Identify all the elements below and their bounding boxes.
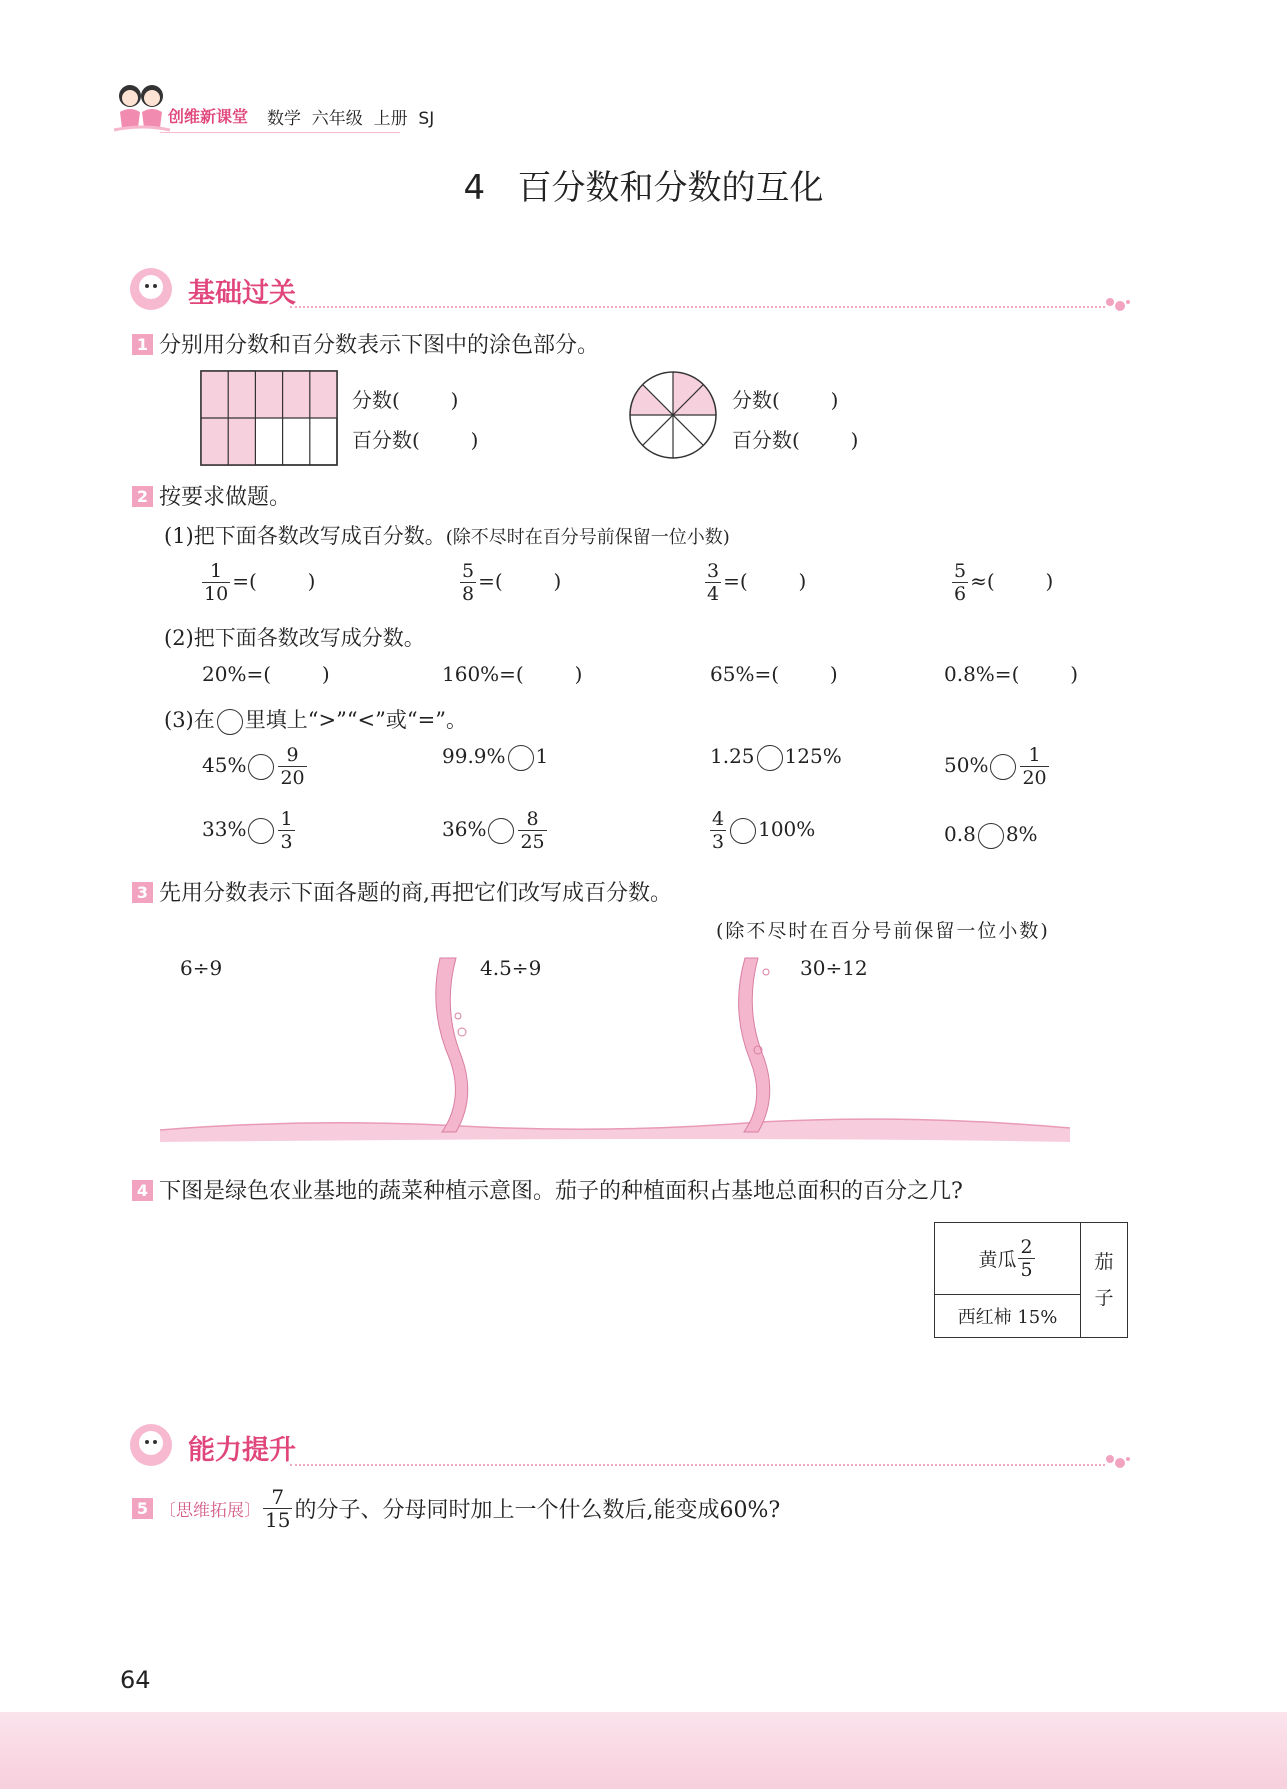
compare-item: $\frac{4}{3}$ 100% (712, 808, 816, 853)
footer-band (0, 1712, 1287, 1789)
eggplant-label: 茄 (1094, 1251, 1114, 1273)
section-icon (128, 266, 174, 316)
p2-item: 20%=( ) (202, 662, 330, 686)
section-title-basic: 基础过关 (188, 278, 296, 309)
question-text: 按要求做题。 (159, 485, 292, 510)
tomato-label: 西红柿 15% (957, 1307, 1058, 1328)
p2-item: 160%=( ) (442, 662, 583, 686)
compare-item: 33% $\frac{1}{3}$ (202, 808, 293, 853)
compare-item: 99.9% 1 (442, 744, 548, 771)
question-number: 3 (132, 882, 153, 903)
p1-item: $\frac{5}{6}$ ≈( ) (954, 560, 1054, 605)
q2-part1-text: (1)把下面各数改写成百分数。 (164, 524, 446, 548)
header-mascot (112, 78, 172, 138)
field-diagram: 黄瓜 $\frac{2}{5}$ 西红柿 15% 茄 子 (934, 1222, 1128, 1338)
compare-item: 0.8 8% (944, 822, 1038, 849)
question-4 (132, 1174, 963, 1205)
dots-icon (1104, 1453, 1132, 1475)
fraction-answer-2: 分数( ) (732, 388, 839, 412)
question-5: 5 〔思维拓展〕 $\frac{7}{15}$ 的分子、分母同时加上一个什么数后,能变成60%? (132, 1486, 780, 1531)
grid-figure (200, 370, 338, 470)
question-1 (132, 328, 599, 359)
page-title: 4 百分数和分数的互化 (463, 168, 824, 208)
section-icon (128, 1422, 174, 1472)
compare-circle-icon (217, 709, 243, 735)
q2-part1-note: (除不尽时在百分号前保留一位小数) (445, 527, 730, 548)
page-number: 64 (120, 1666, 151, 1694)
section-divider (290, 1464, 1105, 1466)
header-brand: 创维新课堂 (168, 107, 249, 126)
percent-answer-1: 百分数( ) (352, 428, 479, 452)
percent-answer-2: 百分数( ) (732, 428, 859, 452)
p1-item: $\frac{3}{4}$ =( ) (707, 560, 807, 605)
q3-item: 30÷12 (800, 956, 868, 980)
circle-figure (628, 370, 718, 464)
p2-item: 0.8%=( ) (944, 662, 1079, 686)
water-splash-decoration (160, 950, 1070, 1154)
p1-item: $\frac{1}{10}$ =( ) (204, 560, 316, 605)
p2-item: 65%=( ) (710, 662, 838, 686)
question-number: 1 (132, 334, 153, 355)
q3-item: 6÷9 (180, 956, 223, 980)
question-text: 分别用分数和百分数表示下图中的涂色部分。 (159, 333, 600, 358)
cucumber-label: 黄瓜 (978, 1249, 1017, 1271)
q3-item: 4.5÷9 (480, 956, 542, 980)
q2-part2-text: (2)把下面各数改写成分数。 (164, 626, 425, 650)
question-number: 4 (132, 1180, 153, 1201)
q2-part1 (164, 520, 730, 550)
question-text: 的分子、分母同时加上一个什么数后,能变成60%? (294, 1498, 781, 1523)
fraction-answer-1: 分数( ) (352, 388, 459, 412)
section-divider (290, 306, 1105, 308)
compare-item: 45% $\frac{9}{20}$ (202, 744, 305, 789)
compare-item: 36% $\frac{8}{25}$ (442, 808, 545, 853)
question-number: 5 (132, 1498, 153, 1519)
dots-icon (1104, 296, 1132, 318)
question-number: 2 (132, 486, 153, 507)
compare-item: 50% $\frac{1}{20}$ (944, 744, 1047, 789)
question-text: 下图是绿色农业基地的蔬菜种植示意图。茄子的种植面积占基地总面积的百分之几? (159, 1179, 963, 1204)
compare-item: 1.25 125% (710, 744, 842, 771)
header-line (160, 132, 400, 133)
question-2 (132, 480, 291, 511)
header-info: 数学 六年级 上册 SJ (267, 109, 435, 129)
p1-item: $\frac{5}{8}$ =( ) (462, 560, 562, 605)
q3-note: (除不尽时在百分号前保留一位小数) (716, 920, 1050, 942)
q2-part3: (3)在 里填上“>”“<”或“=”。 (164, 704, 467, 735)
question-tag: 〔思维拓展〕 (159, 1501, 261, 1521)
section-title-advanced: 能力提升 (188, 1435, 296, 1466)
question-3 (132, 876, 672, 907)
question-text: 先用分数表示下面各题的商,再把它们改写成百分数。 (159, 881, 672, 906)
